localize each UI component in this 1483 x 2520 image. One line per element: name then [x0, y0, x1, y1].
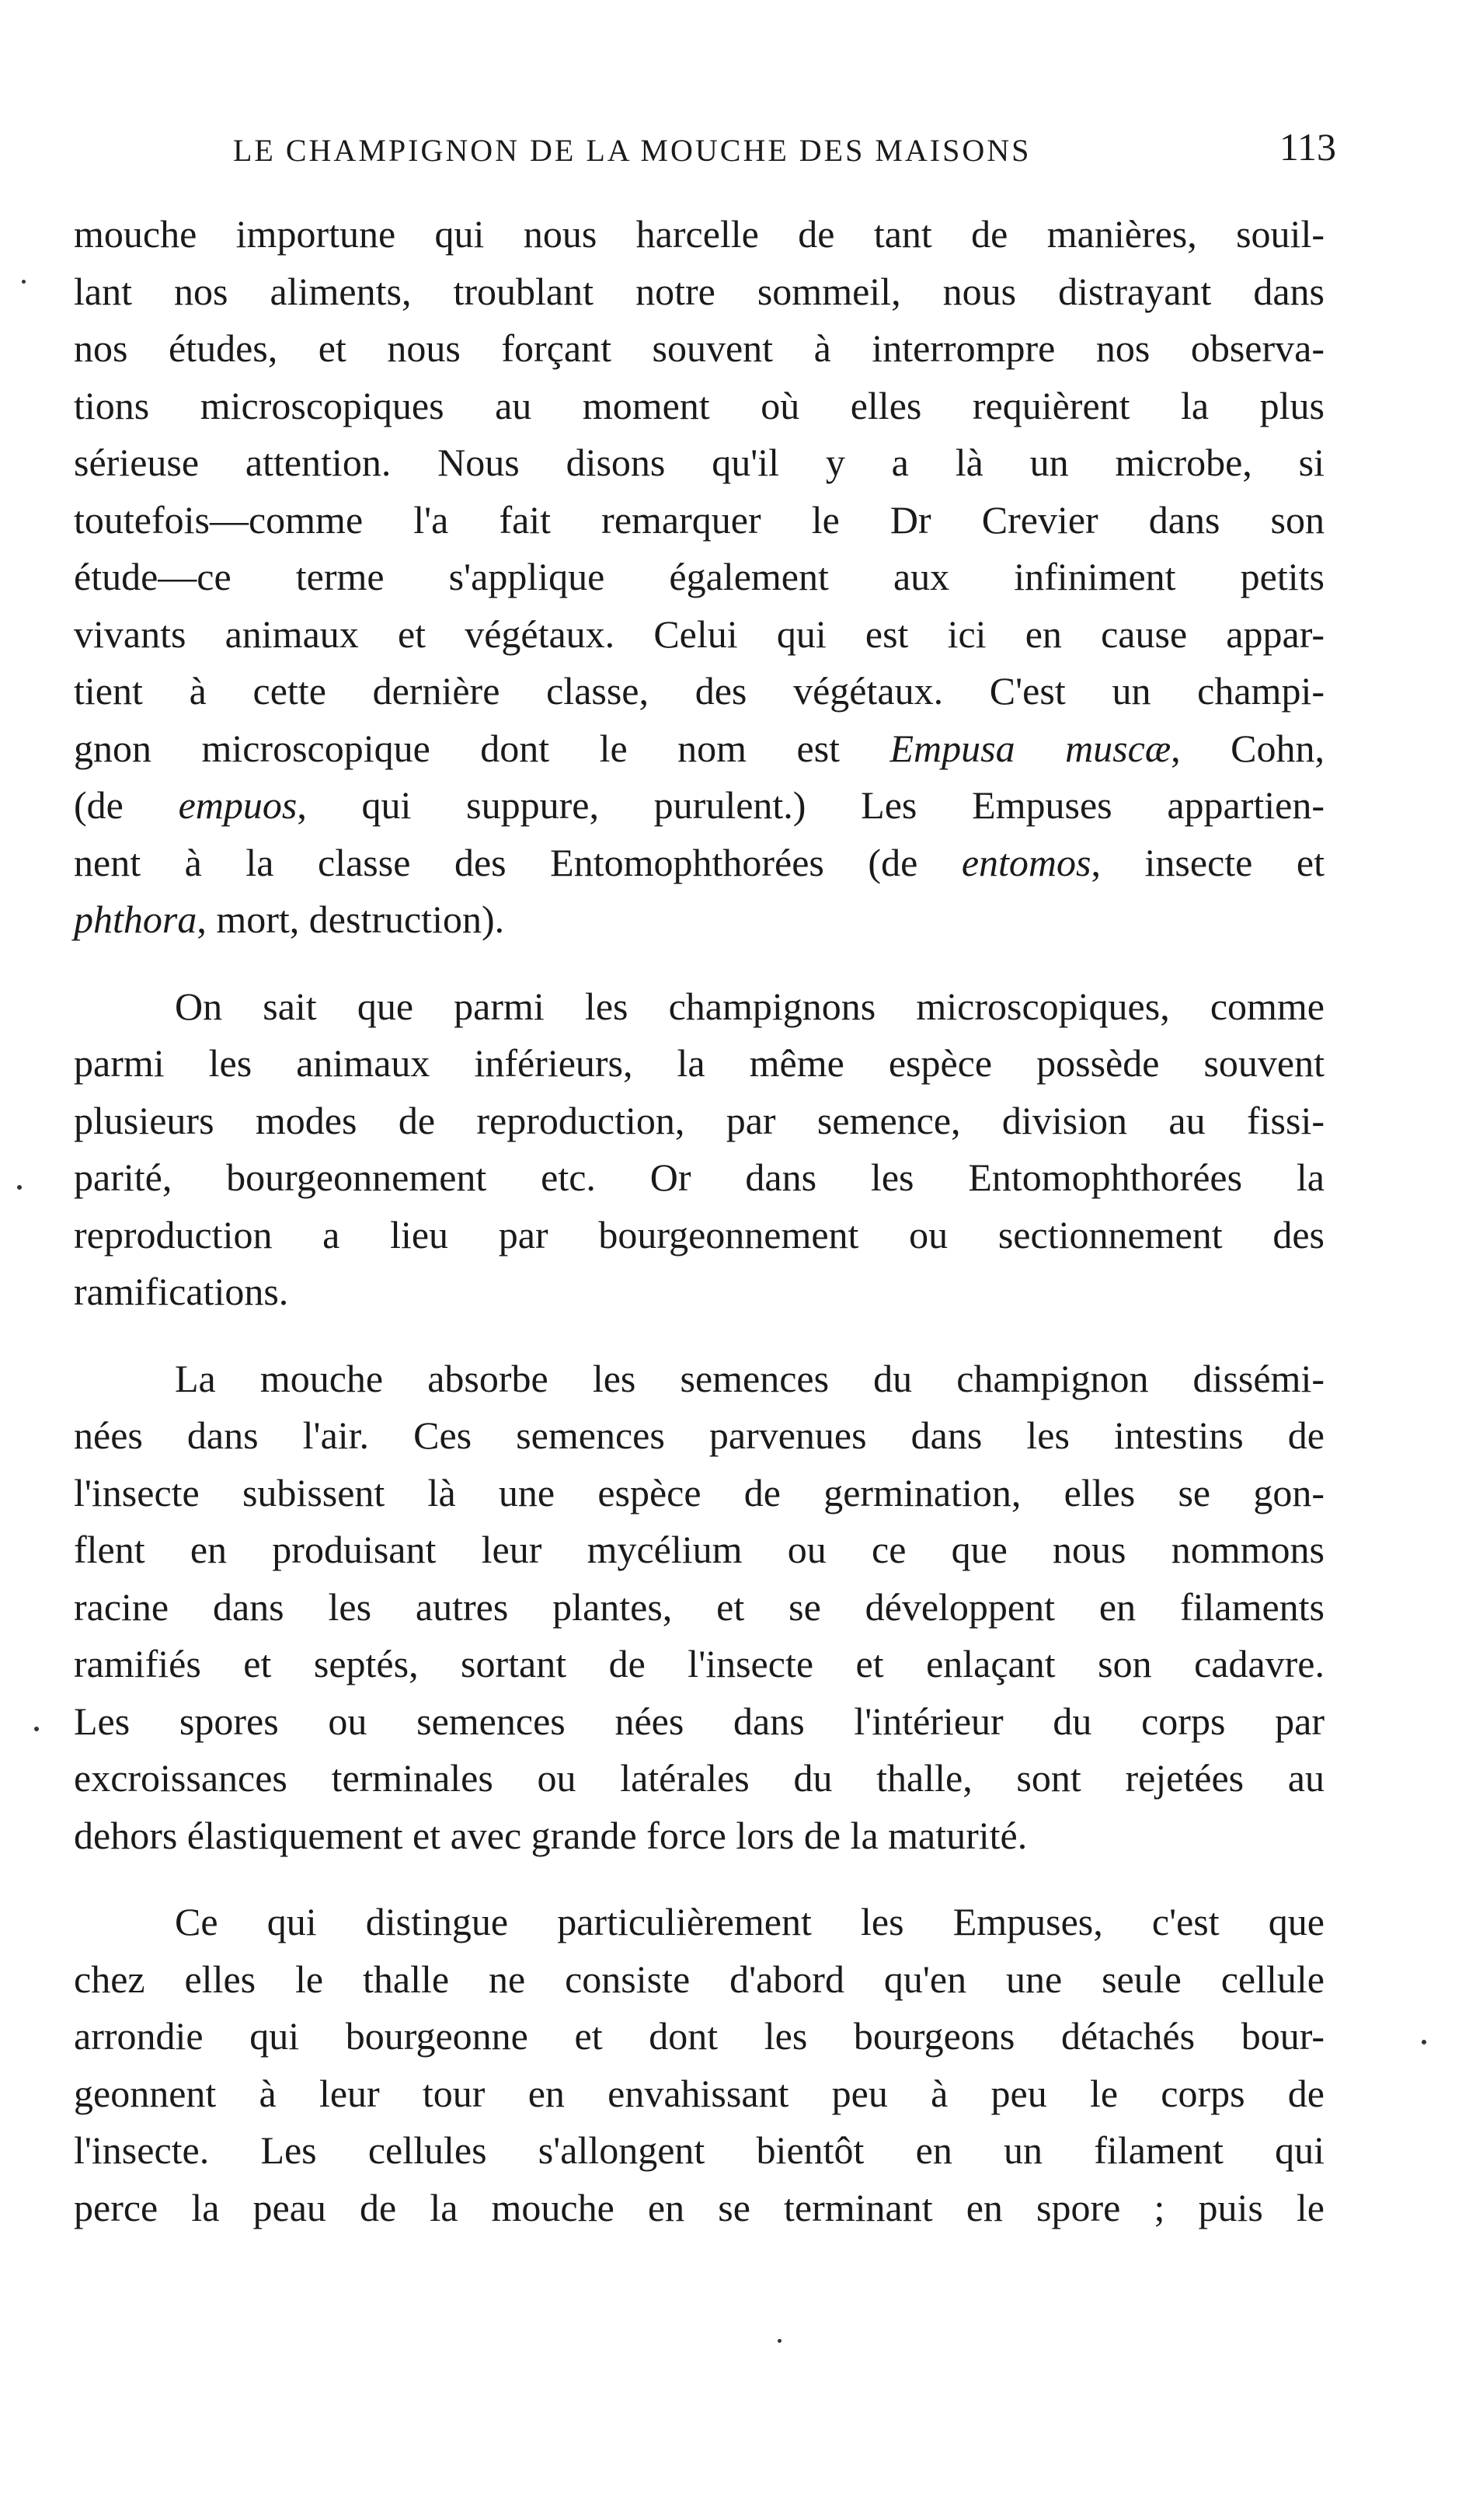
text-line: phthora, mort, destruction).	[74, 898, 505, 941]
text-line: vivants animaux et végétaux. Celui qui est ici en cause appar-	[74, 612, 1325, 656]
italic-term: Empusa muscæ	[889, 726, 1171, 770]
text-line: parité, bourgeonnement etc. Or dans les Entomophthorées la	[74, 1155, 1325, 1199]
text-line: sérieuse attention. Nous disons qu'il y a là un microbe, si	[74, 441, 1325, 484]
text-line: reproduction a lieu par bourgeonnement ou sectionnement des	[74, 1212, 1325, 1257]
text-line: On sait que parmi les champignons microscopiques, comme	[175, 984, 1325, 1028]
text-line: flent en produisant leur mycélium ou ce que nous nommons	[74, 1528, 1325, 1571]
speck-mark	[778, 2339, 782, 2343]
text-line: Les spores ou semences nées dans l'intérieur du corps par	[74, 1699, 1325, 1743]
text-line: chez elles le thalle ne consiste d'abord qu'en une seule cellule	[74, 1957, 1325, 2001]
running-title: LE CHAMPIGNON DE LA MOUCHE DES MAISONS	[233, 133, 1032, 168]
text-line: La mouche absorbe les semences du champignon dissémi-	[175, 1356, 1325, 1400]
body-text	[74, 206, 1325, 2236]
text-line: tions microscopiques au moment où elles requièrent la plus	[74, 383, 1325, 427]
text-line: parmi les animaux inférieurs, la même espèce possède souvent	[74, 1041, 1325, 1085]
italic-term: empuos	[178, 783, 298, 827]
text-line: perce la peau de la mouche en se terminant en spore ; puis le	[74, 2185, 1325, 2229]
paragraph	[74, 978, 1325, 1321]
text-line: nées dans l'air. Ces semences parvenues dans les intestins de	[74, 1413, 1325, 1457]
text-line: gnon microscopique dont le nom est Empusa muscæ, Cohn,	[74, 726, 1325, 770]
text-line: ramifiés et septés, sortant de l'insecte et enlaçant son cadavre.	[74, 1642, 1325, 1685]
text-line: toutefois—comme l'a fait remarquer le Dr Crevier dans son	[74, 497, 1325, 542]
text-line: dehors élastiquement et avec grande force lors de la maturité.	[74, 1813, 1028, 1857]
speck-mark	[34, 1727, 39, 1731]
speck-mark	[17, 1185, 22, 1190]
text-line: Ce qui distingue particulièrement les Empuses, c'est que	[175, 1900, 1325, 1943]
text-line: arrondie qui bourgeonne et dont les bourgeons détachés bour-	[74, 2014, 1325, 2058]
text-line: l'insecte. Les cellules s'allongent bientôt en un filament qui	[74, 2128, 1325, 2172]
paragraph-gap	[74, 1321, 1325, 1351]
page-number: 113	[1279, 125, 1336, 169]
paragraph-gap	[74, 1864, 1325, 1894]
paragraph	[74, 1894, 1325, 2236]
text-line: l'insecte subissent là une espèce de germination, elles se gon-	[74, 1470, 1325, 1514]
text-line: lant nos aliments, troublant notre sommeil, nous distrayant dans	[74, 269, 1325, 313]
text-line: (de empuos, qui suppure, purulent.) Les Empuses appartien-	[74, 783, 1325, 827]
text-line: étude—ce terme s'applique également aux infiniment petits	[74, 555, 1325, 598]
speck-mark	[1422, 2040, 1426, 2044]
paragraph-gap	[74, 949, 1325, 978]
text-line: plusieurs modes de reproduction, par semence, division au fissi-	[74, 1098, 1325, 1142]
text-line: racine dans les autres plantes, et se développent en filaments	[74, 1584, 1325, 1629]
text-line: tient à cette dernière classe, des végétaux. C'est un champi-	[74, 669, 1325, 713]
text-line: nent à la classe des Entomophthorées (de entomos, insecte et	[74, 840, 1325, 884]
italic-term: entomos	[961, 840, 1091, 884]
italic-term: phthora	[74, 898, 197, 941]
text-line: geonnent à leur tour en envahissant peu à peu le corps de	[74, 2071, 1325, 2115]
paragraph	[74, 1351, 1325, 1865]
speck-mark	[22, 280, 26, 284]
text-line: ramifications.	[74, 1270, 289, 1313]
text-line: excroissances terminales ou latérales du thalle, sont rejetées au	[74, 1756, 1325, 1800]
text-line: nos études, et nous forçant souvent à interrompre nos observa-	[74, 326, 1325, 370]
paragraph	[74, 206, 1325, 949]
page-header	[233, 124, 1336, 171]
text-line: mouche importune qui nous harcelle de tant de manières, souil-	[74, 212, 1325, 256]
